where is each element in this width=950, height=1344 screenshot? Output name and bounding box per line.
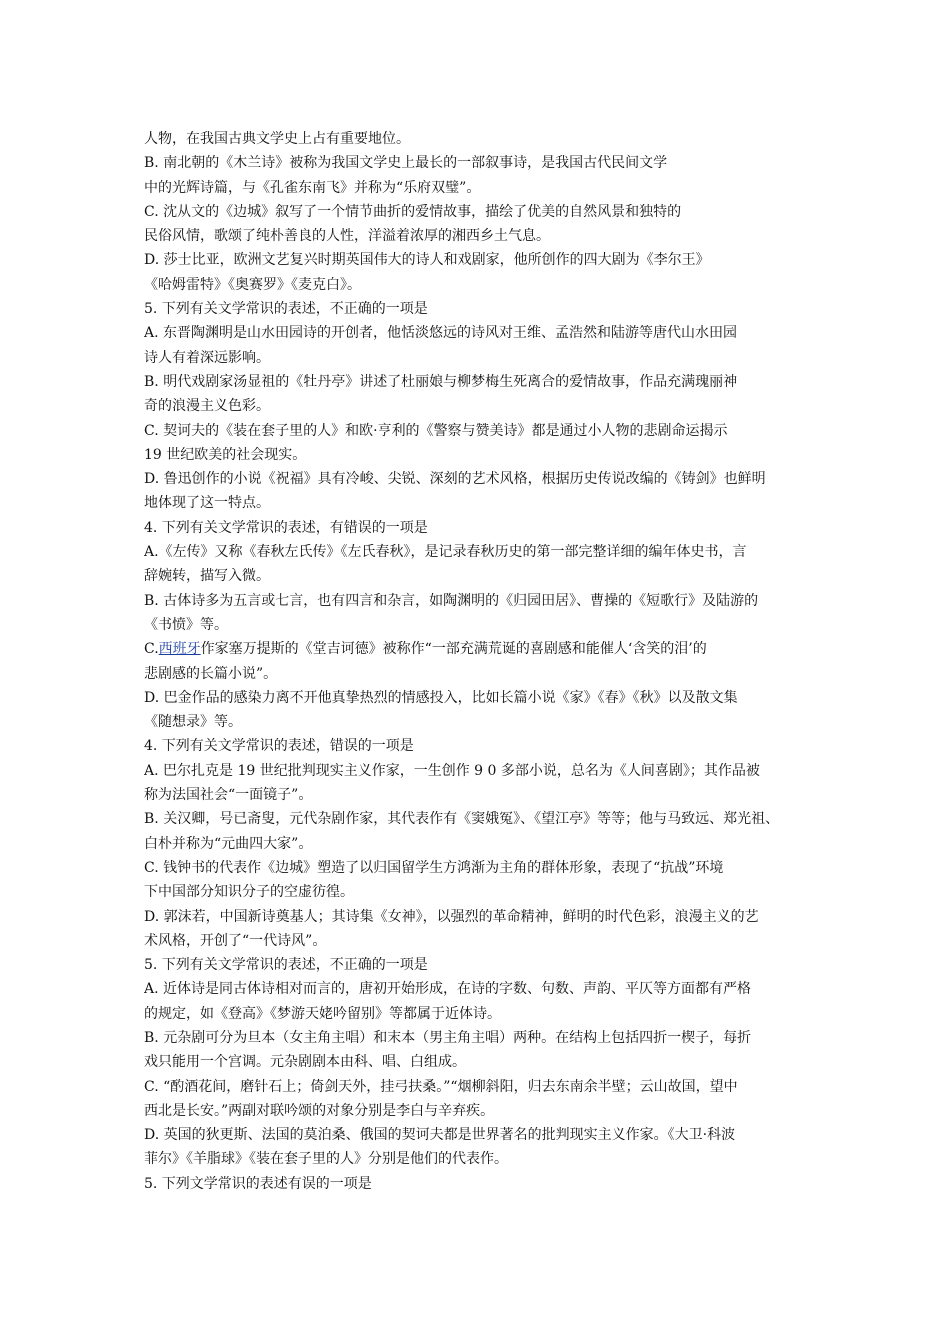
text-line: 5. 下列有关文学常识的表述，不正确的一项是 xyxy=(144,957,428,974)
text-line: C. “酌酒花间，磨针石上；倚剑天外，挂弓扶桑。”“烟柳斜阳，归去东南余半壁；云山故国，望中 xyxy=(144,1078,738,1095)
text-line: 人物，在我国古典文学史上占有重要地位。 xyxy=(144,131,410,147)
text-line: 《书愤》等。 xyxy=(144,616,228,633)
text-line: 西北是长安。”两副对联吟颂的对象分别是李白与辛弃疾。 xyxy=(144,1102,495,1119)
text-line: 19 世纪欧美的社会现实。 xyxy=(144,446,307,463)
text-line: D. 鲁迅创作的小说《祝福》具有冷峻、尖锐、深刻的艺术风格，根据历史传说改编的《铸剑》也鲜明 xyxy=(144,471,766,488)
text-line: 菲尔》《羊脂球》《装在套子里的人》分别是他们的代表作。 xyxy=(144,1151,508,1168)
text-line: B. 元杂剧可分为旦本（女主角主唱）和末本（男主角主唱）两种。在结构上包括四折一楔子，每折 xyxy=(144,1029,752,1046)
hyperlink[interactable]: 西班牙 xyxy=(158,641,201,658)
text-line: C. 钱钟书的代表作《边城》塑造了以归国留学生方鸿渐为主角的群体形象，表现了“抗战”环境 xyxy=(144,859,724,876)
text-line: A. 巴尔扎克是 19 世纪批判现实主义作家，一生创作 9 0 多部小说，总名为《人间喜剧》；其作品被 xyxy=(144,762,760,779)
text-line: D. 英国的狄更斯、法国的莫泊桑、俄国的契诃夫都是世界著名的批判现实主义作家。《大卫·科波 xyxy=(144,1127,736,1144)
text-line: 辞婉转，描写入微。 xyxy=(144,568,270,585)
text-line: 民俗风情，歌颂了纯朴善良的人性，洋溢着浓厚的湘西乡土气息。 xyxy=(144,228,550,245)
text-line xyxy=(144,637,814,661)
document-page xyxy=(144,127,814,1196)
text-line: 4. 下列有关文学常识的表述，有错误的一项是 xyxy=(144,519,428,536)
text-line: B. 古体诗多为五言或七言，也有四言和杂言，如陶渊明的《归园田居》、曹操的《短歌行》及陆游的 xyxy=(144,592,759,609)
text-line: 《随想录》等。 xyxy=(144,714,242,731)
text-line: B. 明代戏剧家汤显祖的《牡丹亭》讲述了杜丽娘与柳梦梅生死离合的爱情故事，作品充满瑰丽神 xyxy=(144,373,738,390)
line-text: 作家塞万提斯的《堂吉诃德》被称作“一部充满荒诞的喜剧感和能催人‘含笑的泪’的 xyxy=(200,641,707,658)
text-line: A. 东晋陶渊明是山水田园诗的开创者，他恬淡悠远的诗风对王维、孟浩然和陆游等唐代山水田园 xyxy=(144,325,738,342)
text-line: 悲剧感的长篇小说”。 xyxy=(144,665,278,682)
text-line: 《哈姆雷特》《奥赛罗》《麦克白》。 xyxy=(144,276,361,293)
text-line: 5. 下列文学常识的表述有误的一项是 xyxy=(144,1175,372,1192)
text-line: 戏只能用一个宫调。元杂剧剧本由科、唱、白组成。 xyxy=(144,1054,466,1071)
text-line: C. 契诃夫的《装在套子里的人》和欧·亨利的《警察与赞美诗》都是通过小人物的悲剧命运揭示 xyxy=(144,422,728,439)
text-line: 称为法国社会“一面镜子”。 xyxy=(144,787,313,804)
text-line: 诗人有着深远影响。 xyxy=(144,349,270,366)
text-line: A.《左传》又称《春秋左氏传》《左氏春秋》，是记录春秋历史的第一部完整详细的编年体史书，言 xyxy=(144,544,747,561)
text-line: A. 近体诗是同古体诗相对而言的，唐初开始形成，在诗的字数、句数、声韵、平仄等方面都有严格 xyxy=(144,981,752,998)
text-line: C. 沈从文的《边城》叙写了一个情节曲折的爱情故事，描绘了优美的自然风景和独特的 xyxy=(144,203,682,220)
text-line: 5. 下列有关文学常识的表述，不正确的一项是 xyxy=(144,301,428,318)
text-line: 下中国部分知识分子的空虚彷徨。 xyxy=(144,884,354,901)
text-line: 的规定，如《登高》《梦游天姥吟留别》等都属于近体诗。 xyxy=(144,1005,501,1022)
text-line: B. 南北朝的《木兰诗》被称为我国文学史上最长的一部叙事诗，是我国古代民间文学 xyxy=(144,155,668,172)
text-line: 中的光辉诗篇，与《孔雀东南飞》并称为“乐府双璧”。 xyxy=(144,179,481,196)
text-line: 奇的浪漫主义色彩。 xyxy=(144,398,270,415)
line-prefix: C. xyxy=(144,641,159,658)
text-line: B. 关汉卿，号已斋叟，元代杂剧作家，其代表作有《窦娥冤》、《望江亭》等等；他与马致远、郑光祖、 xyxy=(144,811,780,828)
text-line: D. 郭沫若，中国新诗奠基人；其诗集《女神》，以强烈的革命精神，鲜明的时代色彩，浪漫主义的艺 xyxy=(144,908,759,925)
text-line: 地体现了这一特点。 xyxy=(144,495,270,512)
text-line: D. 莎士比亚，欧洲文艺复兴时期英国伟大的诗人和戏剧家，他所创作的四大剧为《李尔王》 xyxy=(144,252,710,269)
text-line: D. 巴金作品的感染力离不开他真挚热烈的情感投入，比如长篇小说《家》《春》《秋》以及散文集 xyxy=(144,689,738,706)
text-line: 4. 下列有关文学常识的表述，错误的一项是 xyxy=(144,738,414,755)
text-line: 白朴并称为“元曲四大家”。 xyxy=(144,835,313,852)
text-line: 术风格，开创了“一代诗风”。 xyxy=(144,932,327,949)
